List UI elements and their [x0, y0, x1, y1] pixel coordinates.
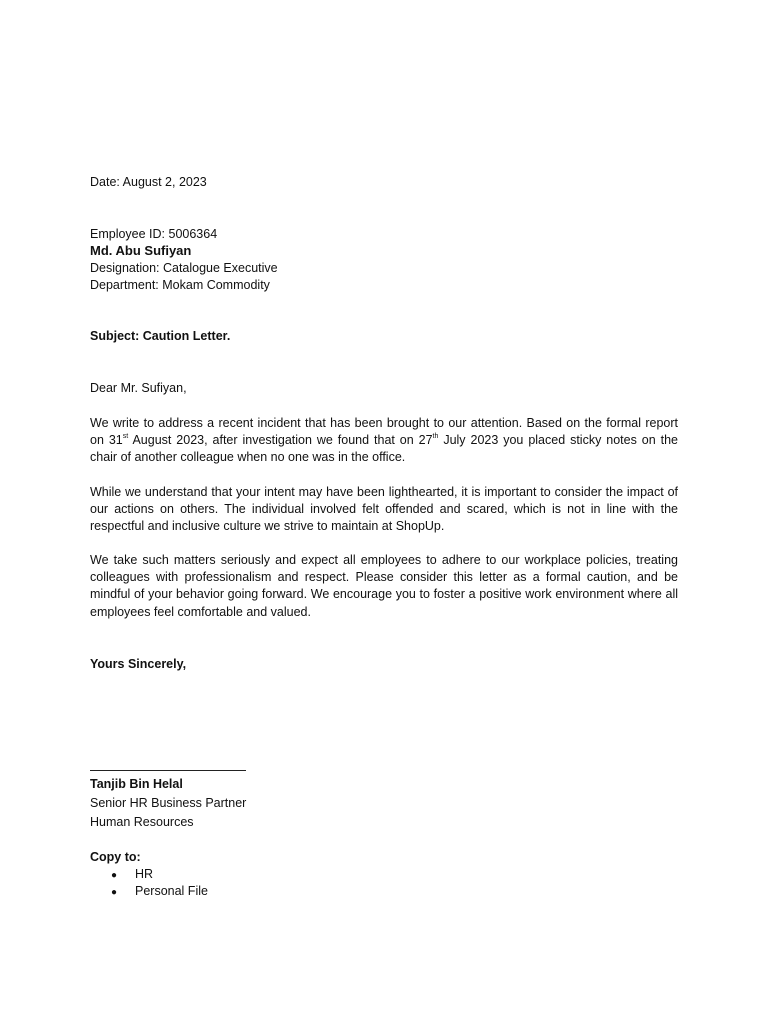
copy-to-item: HR — [135, 867, 154, 881]
letter-date: Date: August 2, 2023 — [90, 175, 207, 189]
paragraph-expectations: We take such matters seriously and expect all employees to adhere to our workplace policies, treating colleagues with professionalism and respect. Please consider this letter as a formal caution, and be mindful of your behavior going forward. We encourage you to foster a positive work environment where all employees feel comfortable and valued. — [90, 553, 678, 619]
employee-department: Department: Mokam Commodity — [90, 278, 270, 292]
paragraph-incident — [90, 415, 678, 467]
employee-id: Employee ID: 5006364 — [90, 227, 218, 241]
letter-subject: Subject: Caution Letter. — [90, 329, 231, 343]
employee-designation: Designation: Catalogue Executive — [90, 261, 278, 275]
signatory-name: Tanjib Bin Helal — [90, 777, 183, 791]
ordinal-suffix-st: st — [122, 433, 129, 441]
bullet-icon: ● — [111, 887, 118, 898]
signatory-title: Senior HR Business Partner — [90, 796, 247, 810]
ordinal-suffix-th: th — [432, 433, 439, 441]
paragraph-impact: While we understand that your intent may have been lighthearted, it is important to consider the impact of our actions on others. The individual involved felt offended and scared, which is not in line with the respectful and inclusive culture we strive to maintain at ShopUp. — [90, 485, 678, 534]
letter-closing: Yours Sincerely, — [90, 657, 187, 671]
signatory-department: Human Resources — [90, 815, 194, 829]
signature-line — [90, 758, 246, 771]
copy-to-item: Personal File — [135, 884, 208, 898]
paragraph-incident-part-1: We write to address a recent incident that has been brought to our attention. Based on the formal report on 31 — [90, 416, 678, 448]
paragraph-incident-part-2: August 2023, after investigation we found that on 27 — [128, 433, 433, 448]
employee-name: Md. Abu Sufiyan — [90, 243, 192, 258]
paragraph-incident-part-3: July 2023 you placed sticky notes on the chair of another colleague when no one was in the office. — [90, 433, 679, 465]
letter-salutation: Dear Mr. Sufiyan, — [90, 381, 187, 395]
copy-to-label: Copy to: — [90, 850, 141, 864]
bullet-icon: ● — [111, 870, 118, 881]
